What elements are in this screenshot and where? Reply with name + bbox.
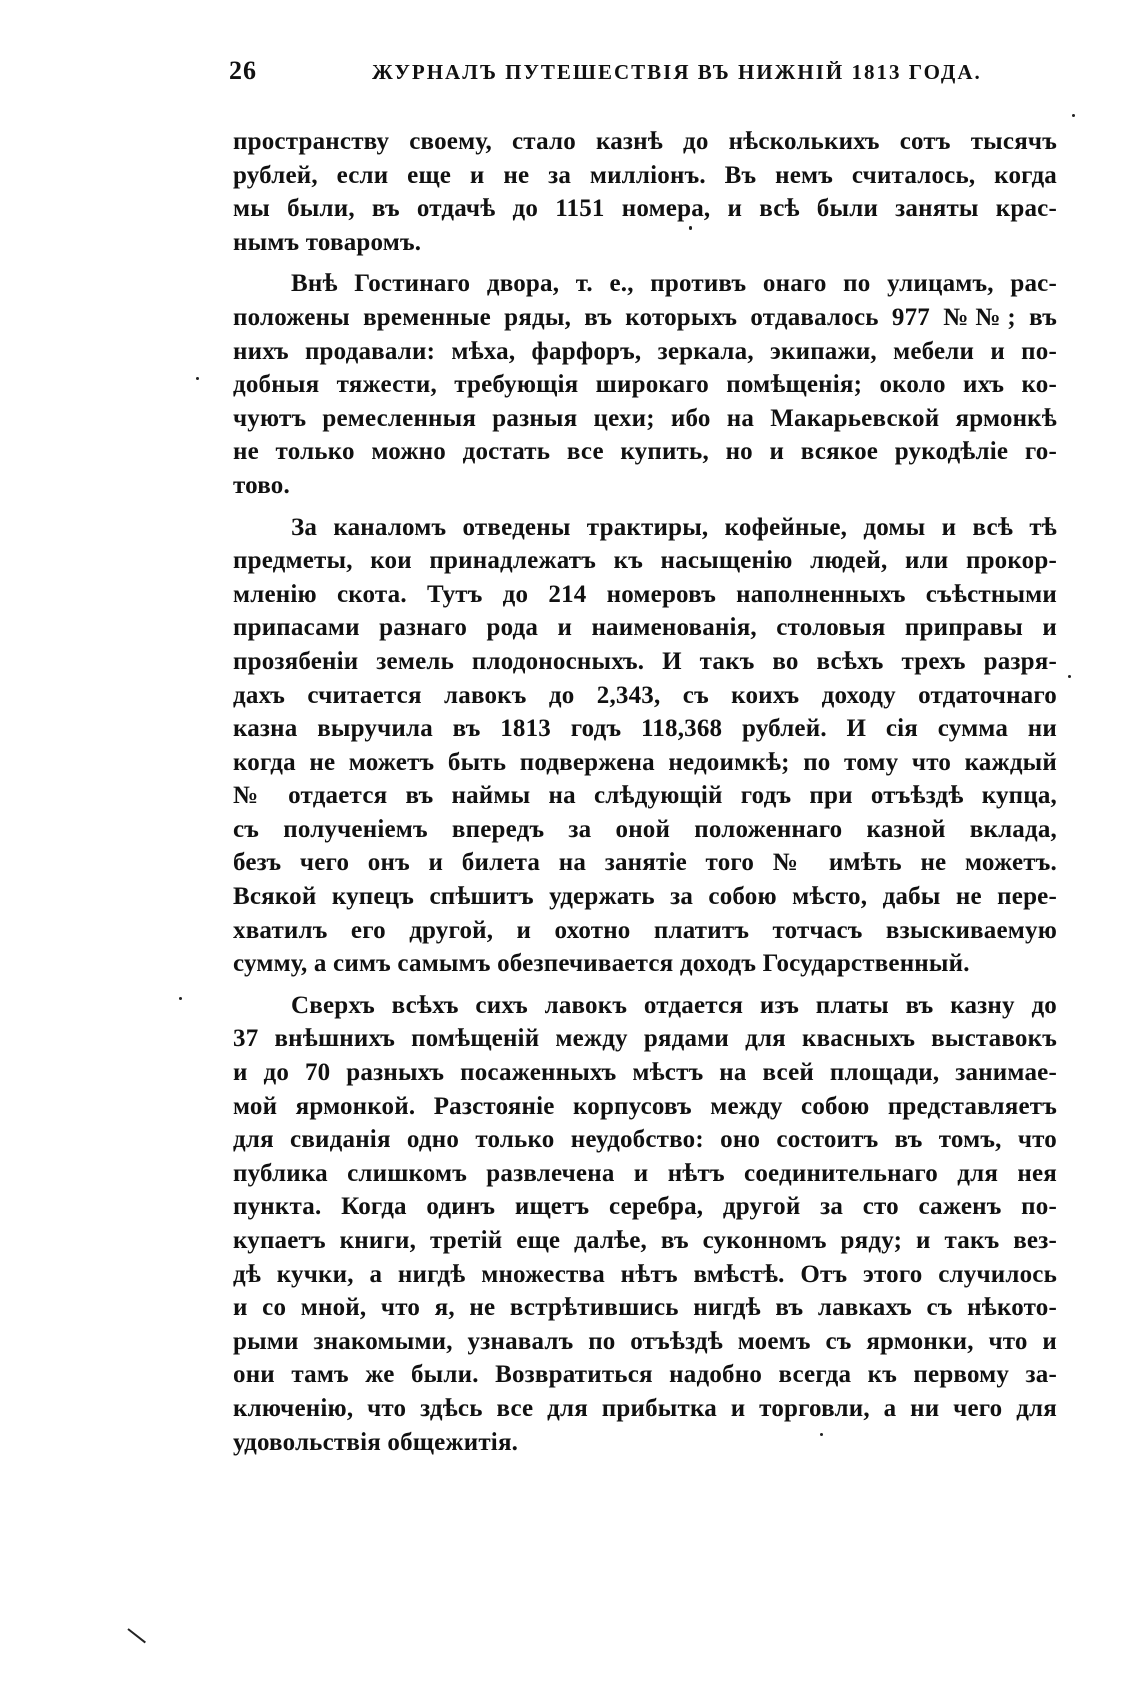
text-line: и до 70 разныхъ посаженныхъ мѣстъ на всей площади, занимае- <box>233 1059 1057 1087</box>
text-line: нымъ товаромъ. <box>233 228 422 256</box>
scan-scratch <box>127 1628 146 1643</box>
page-number: 26 <box>229 56 257 85</box>
text-line: они тамъ же были. Возвратиться надобно всегда къ первому за- <box>233 1361 1057 1389</box>
text-line: когда не можетъ быть подвержена недоимкѣ; по тому что каждый <box>233 748 1057 776</box>
text-line: хватилъ его другой, и охотно платитъ тотчасъ взыскиваемую <box>233 916 1057 944</box>
text-line: рублей, если еще и не за милліонъ. Въ немъ считалось, когда <box>233 161 1057 189</box>
scan-speck <box>820 1433 823 1436</box>
text-line: Внѣ Гостинаго двора, т. е., противъ онаго по улицамъ, рас- <box>291 270 1057 298</box>
text-line: мой ярмонкой. Разстояніе корпусовъ между собою представляетъ <box>233 1092 1057 1120</box>
text-line: тово. <box>233 471 290 499</box>
scan-speck <box>196 377 199 380</box>
text-line: дѣ кучки, а нигдѣ множества нѣтъ вмѣстѣ. Отъ этого случилось <box>233 1260 1057 1288</box>
text-line: положены временные ряды, въ которыхъ отдавалось 977 №№; въ <box>233 303 1057 331</box>
text-line: дахъ считается лавокъ до 2,343, съ коихъ доходу отдаточнаго <box>233 681 1057 709</box>
scan-speck <box>1068 675 1071 678</box>
scan-speck <box>179 997 182 1000</box>
text-line: не только можно достать все купить, но и всякое рукодѣліе го- <box>233 438 1057 466</box>
text-line: За каналомъ отведены трактиры, кофейные, домы и всѣ тѣ <box>291 513 1057 541</box>
text-line: съ полученіемъ впередъ за оной положеннаго казной вклада, <box>233 815 1057 843</box>
scan-speck <box>1072 114 1075 117</box>
text-line: удовольствія общежитія. <box>233 1428 519 1456</box>
text-line: и со мной, что я, не встрѣтившись нигдѣ въ лавкахъ съ нѣкото- <box>233 1294 1057 1322</box>
text-line: казна выручила въ 1813 годъ 118,368 рублей. И сія сумма ни <box>233 715 1057 743</box>
scan-speck <box>689 226 692 230</box>
text-line: купаетъ книги, третій еще далѣе, въ суконномъ ряду; и такъ вез- <box>233 1227 1057 1254</box>
text-line: Всякой купецъ спѣшитъ удержать за собою мѣсто, дабы не пере- <box>233 883 1057 911</box>
text-line: мы были, въ отдачѣ до 1151 номера, и всѣ были заняты крас- <box>233 195 1057 223</box>
text-line: мленію скота. Тутъ до 214 номеровъ наполненныхъ съѣстными <box>233 580 1057 608</box>
text-line: публика слишкомъ развлечена и нѣтъ соединительнаго для нея <box>233 1159 1057 1187</box>
text-line: предметы, кои принадлежатъ къ насыщенію людей, или прокор- <box>233 547 1057 575</box>
body-text <box>233 125 1057 1459</box>
text-line: чуютъ ремесленныя разныя цехи; ибо на Макарьевской ярмонкѣ <box>233 404 1057 432</box>
paragraph-gap <box>233 259 1057 267</box>
text-line: добныя тяжести, требующія широкаго помѣщенія; около ихъ ко- <box>233 371 1057 399</box>
text-line: прозябеніи земель плодоносныхъ. И такъ во всѣхъ трехъ разря- <box>233 647 1057 675</box>
text-line: безъ чего онъ и билета на занятіе того № имѣть не можетъ. <box>233 849 1057 877</box>
text-line: ключенію, что здѣсь все для прибытка и торговли, а ни чего для <box>233 1394 1057 1422</box>
running-head: ЖУРНАЛЪ ПУТЕШЕСТВІЯ ВЪ НИЖНІЙ 1813 ГОДА. <box>372 60 982 84</box>
paragraph-gap <box>233 981 1057 989</box>
text-line: Сверхъ всѣхъ сихъ лавокъ отдается изъ платы въ казну до <box>291 991 1057 1019</box>
text-line: сумму, а симъ самымъ обезпечивается доходъ Государственный. <box>233 950 970 978</box>
text-line: пространству своему, стало казнѣ до нѣсколькихъ сотъ тысячъ <box>233 128 1057 155</box>
text-line: пункта. Когда одинъ ищетъ серебра, другой за сто саженъ по- <box>233 1193 1057 1221</box>
text-line: № отдается въ наймы на слѣдующій годъ при отъѣздѣ купца, <box>233 782 1057 810</box>
text-line: для свиданія одно только неудобство: оно состоитъ въ томъ, что <box>233 1126 1057 1154</box>
text-line: нихъ продавали: мѣха, фарфоръ, зеркала, экипажи, мебели и по- <box>233 337 1057 365</box>
text-line: 37 внѣшнихъ помѣщеній между рядами для квасныхъ выставокъ <box>233 1025 1057 1053</box>
text-line: припасами разнаго рода и наименованія, столовыя приправы и <box>233 614 1057 642</box>
paragraph-gap <box>233 503 1057 511</box>
text-line: рыми знакомыми, узнавалъ по отъѣздѣ моемъ съ ярмонки, что и <box>233 1327 1057 1355</box>
